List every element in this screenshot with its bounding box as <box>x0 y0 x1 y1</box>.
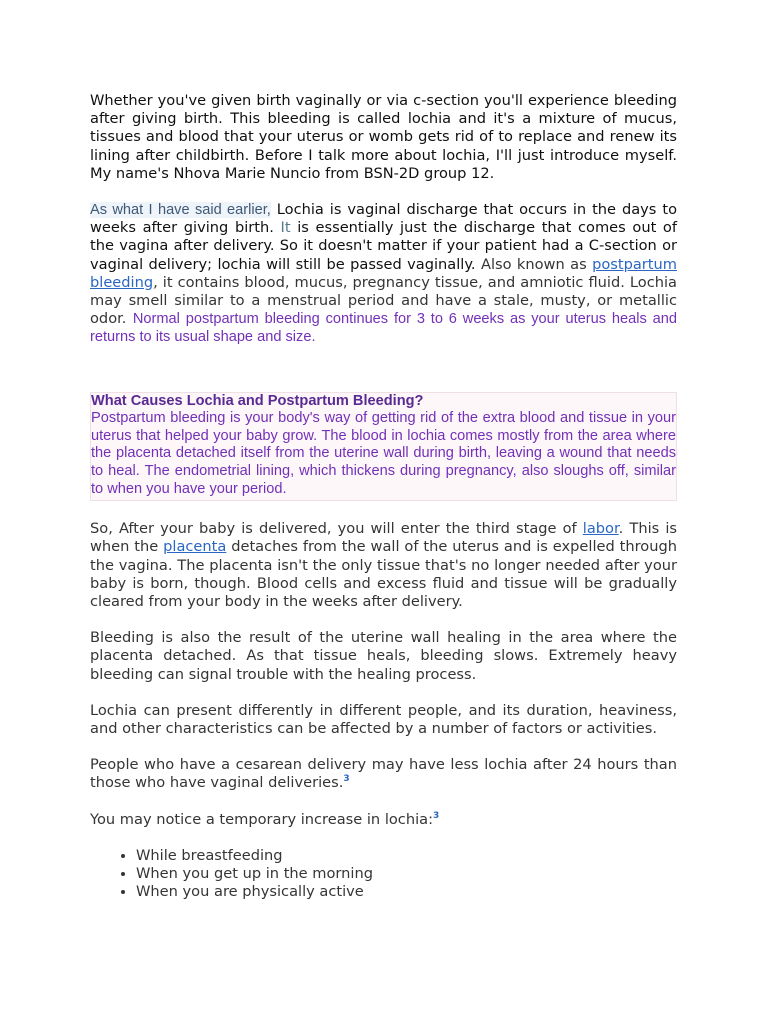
postpartum-bleeding-link[interactable]: postpartum bleeding <box>90 255 677 291</box>
highlighted-phrase: As what I have said earlier, <box>90 202 271 219</box>
healing-paragraph: Bleeding is also the result of the uterine wall healing in the area where the placenta detached. As that tissue heals, bleeding slows. Extremely heavy bleeding can signal trouble with the healing process. <box>90 629 677 683</box>
cesarean-text: People who have a cesarean delivery may have less lochia after 24 hours than those who have vaginal deliveries. <box>90 756 677 792</box>
delivery-paragraph <box>90 520 677 611</box>
increase-reference[interactable]: 3 <box>433 810 440 821</box>
definition-text-2: is essentially just the discharge that comes out of the vagina after delivery. So it doesn't matter if your patient had a C-section or vaginal delivery; lochia will still be passed vaginally. <box>90 219 678 273</box>
definition-paragraph <box>90 201 677 347</box>
definition-it: It <box>280 219 291 237</box>
list-item: • When you get up in the morning <box>136 865 677 883</box>
causes-heading: What Causes Lochia and Postpartum Bleeding? <box>91 392 424 409</box>
increase-paragraph <box>90 811 677 829</box>
document-body <box>90 92 677 901</box>
variation-paragraph: Lochia can present differently in different people, and its duration, heaviness, and other characteristics can be affected by a number of factors or activities. <box>90 701 677 738</box>
increase-list <box>90 847 677 902</box>
causes-section <box>90 392 677 502</box>
increase-text: You may notice a temporary increase in lochia: <box>90 810 433 828</box>
definition-duration-note: Normal postpartum bleeding continues for 3 to 6 weeks as your uterus heals and returns to its usual shape and size. <box>90 311 677 346</box>
definition-text-3: , it contains blood, mucus, pregnancy tissue, and amniotic fluid. Lochia may smell similar to a menstrual period and have a stale, musty, or metallic odor. <box>90 273 677 328</box>
labor-link[interactable]: labor <box>582 520 619 538</box>
delivery-text-2: . This is when the <box>90 520 677 556</box>
cesarean-paragraph <box>90 756 677 792</box>
causes-paragraph: Postpartum bleeding is your body's way of getting rid of the extra blood and tissue in your uterus that helped your baby grow. The blood in lochia comes mostly from the area where the placenta detached itself from the uterine wall during birth, leaving a wound that needs to heal. The endometrial lining, which thickens during pregnancy, also sloughs off, similar to when you have your period. <box>91 410 676 497</box>
cesarean-reference[interactable]: 3 <box>343 774 350 785</box>
delivery-text-1: So, After your baby is delivered, you will enter the third stage of <box>90 520 583 538</box>
delivery-text-3: detaches from the wall of the uterus and is expelled through the vagina. The placenta isn't the only tissue that's no longer needed after your baby is born, though. Blood cells and excess fluid and tissue will be gradually cleared from your body in the weeks after delivery. <box>90 538 677 611</box>
definition-text-1: Lochia is vaginal discharge that occurs in the days to weeks after giving birth. <box>90 201 677 237</box>
list-item: • When you are physically active <box>136 883 677 901</box>
list-item: • While breastfeeding <box>136 847 677 865</box>
intro-paragraph: Whether you've given birth vaginally or via c-section you'll experience bleeding after giving birth. This bleeding is called lochia and it's a mixture of mucus, tissues and blood that your uterus or womb gets rid of to replace and renew its lining after childbirth. Before I talk more about lochia, I'll just introduce myself. My name's Nhova Marie Nuncio from BSN-2D group 12. <box>90 92 677 182</box>
definition-known-as: Also known as <box>475 255 593 273</box>
placenta-link[interactable]: placenta <box>163 538 227 556</box>
